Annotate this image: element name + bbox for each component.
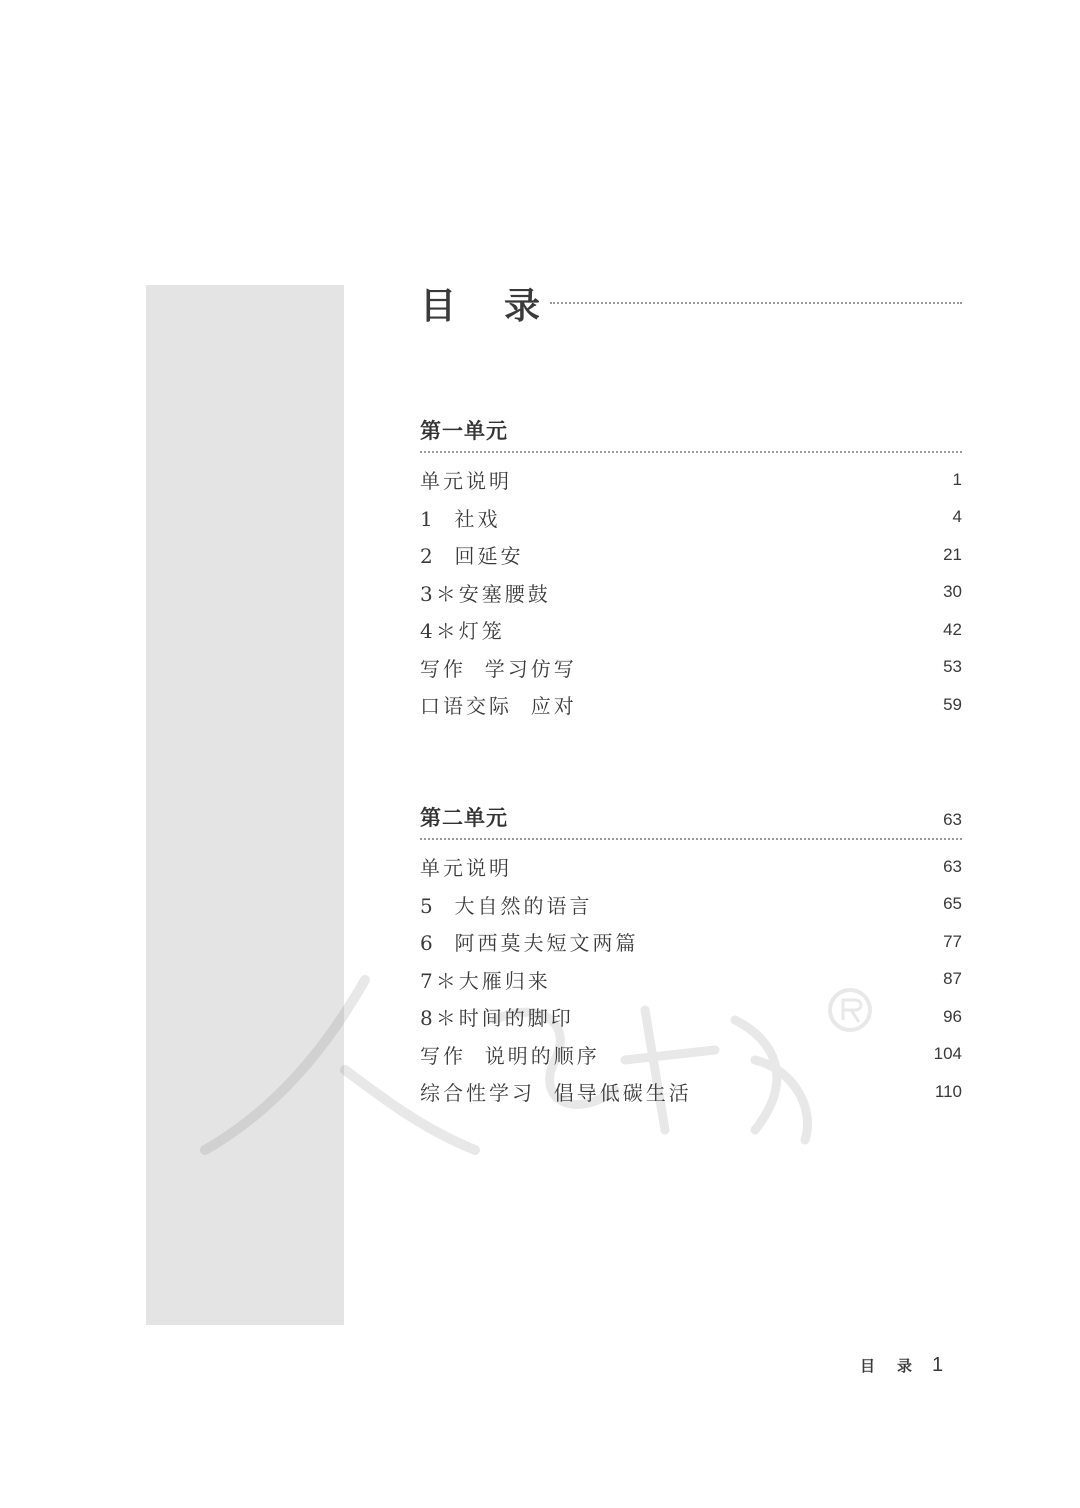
toc-entry[interactable] <box>420 611 962 649</box>
toc-entry-page: 87 <box>943 969 962 989</box>
toc-entry-title: 单元说明 <box>420 856 512 881</box>
toc-entry[interactable] <box>420 536 962 574</box>
toc-entry-page: 104 <box>933 1044 962 1064</box>
toc-entry-page: 4 <box>952 507 962 527</box>
toc-entry[interactable] <box>420 649 962 687</box>
toc-entry-title: 6 阿西莫夫短文两篇 <box>420 931 639 956</box>
toc-entry-title: 写作 说明的顺序 <box>420 1043 600 1068</box>
toc-entry[interactable] <box>420 499 962 537</box>
unit-name: 第一单元 <box>420 418 508 443</box>
toc-entry-title: 5 大自然的语言 <box>420 893 593 918</box>
toc-entry-title: 2 回延安 <box>420 544 524 569</box>
unit-section <box>420 792 962 1111</box>
toc-title: 目录 <box>420 285 589 327</box>
toc-entry-title: 单元说明 <box>420 469 512 494</box>
toc-entry-title: 8＊时间的脚印 <box>420 1006 574 1031</box>
toc-entry[interactable] <box>420 461 962 499</box>
toc-entry-page: 77 <box>943 931 962 951</box>
page-footer <box>860 1354 943 1377</box>
toc-entry-page: 30 <box>943 582 962 602</box>
toc-header <box>420 278 962 328</box>
toc-entry-title: 口语交际 应对 <box>420 694 577 719</box>
side-band <box>146 285 344 1325</box>
toc-entry[interactable] <box>420 998 962 1036</box>
toc-entry-page: 1 <box>952 469 962 489</box>
toc-entry-page: 63 <box>943 856 962 876</box>
toc-entry-title: 7＊大雁归来 <box>420 968 551 993</box>
toc-entry[interactable] <box>420 1036 962 1074</box>
toc-entry-page: 42 <box>943 619 962 639</box>
toc-entry-page: 59 <box>943 694 962 714</box>
toc-entry[interactable] <box>420 886 962 924</box>
toc-entry[interactable] <box>420 1073 962 1111</box>
unit-page-number: 63 <box>943 810 962 829</box>
toc-entry-page: 21 <box>943 544 962 564</box>
footer-label: 目录 <box>860 1357 935 1375</box>
unit-name: 第二单元 <box>420 805 508 830</box>
toc-entry-page: 53 <box>943 657 962 677</box>
unit-heading <box>420 405 962 453</box>
toc-entry-page: 110 <box>934 1081 962 1101</box>
toc-entry-page: 96 <box>943 1006 962 1026</box>
toc-entry-page: 65 <box>943 894 962 914</box>
footer-page-number: 1 <box>932 1354 944 1376</box>
toc-entry[interactable] <box>420 848 962 886</box>
toc-entry-title: 1 社戏 <box>420 506 501 531</box>
toc-entry[interactable] <box>420 961 962 999</box>
toc-entry-title: 综合性学习 倡导低碳生活 <box>420 1081 692 1106</box>
toc-entry-title: 4＊灯笼 <box>420 619 505 644</box>
toc-entry[interactable] <box>420 686 962 724</box>
toc-entry-title: 写作 学习仿写 <box>420 656 577 681</box>
toc-entry-list <box>420 840 962 1111</box>
unit-section <box>420 405 962 724</box>
unit-heading <box>420 792 962 840</box>
toc-entry-title: 3＊安塞腰鼓 <box>420 581 551 606</box>
toc-entry[interactable] <box>420 574 962 612</box>
toc-entry[interactable] <box>420 923 962 961</box>
toc-title-leader <box>550 302 962 304</box>
toc-entry-list <box>420 453 962 724</box>
